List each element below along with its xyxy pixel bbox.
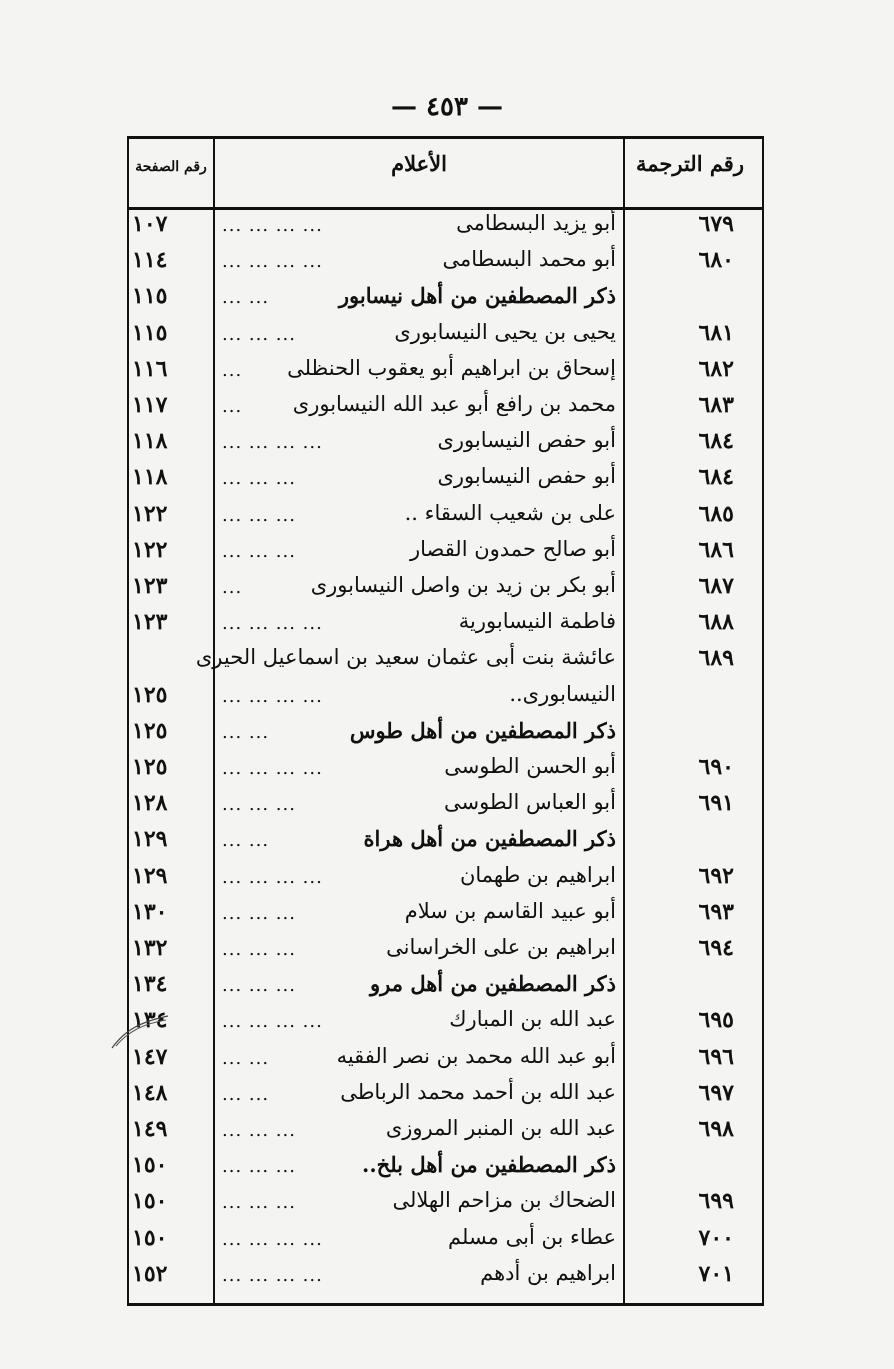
table-row bbox=[127, 750, 764, 786]
entry-number: ٦٩١ bbox=[698, 790, 734, 817]
entry-number: ٦٨٧ bbox=[698, 573, 734, 599]
page-number-cell: ١٥٠ bbox=[132, 1188, 168, 1215]
page-number-cell: ١٢٥ bbox=[132, 754, 168, 780]
entry-number: ٧٠١ bbox=[698, 1260, 734, 1287]
person-name: إسحاق بن ابراهيم أبو يعقوب الحنظلى bbox=[287, 355, 616, 380]
table-row bbox=[127, 388, 764, 424]
person-name: ابراهيم بن طهمان bbox=[459, 862, 616, 887]
person-name: أبو يزيد البسطامى bbox=[456, 211, 616, 235]
leader-dots: ... ... ... bbox=[222, 504, 296, 526]
section-heading-row bbox=[127, 279, 764, 315]
person-name: أبو محمد البسطامى bbox=[442, 247, 616, 272]
page-number-cell: ١٤٧ bbox=[132, 1043, 168, 1070]
header-page-number: رقم الصفحة bbox=[135, 159, 207, 175]
leader-dots: ... ... ... bbox=[222, 794, 296, 816]
section-heading: ذكر المصطفين من أهل مرو bbox=[370, 971, 616, 997]
section-heading-row bbox=[127, 1148, 764, 1184]
leader-dots: ... ... ... ... bbox=[222, 1264, 323, 1286]
person-name: عبد الله بن المنبر المروزى bbox=[385, 1116, 616, 1140]
page-number-cell: ١١٤ bbox=[132, 247, 168, 274]
page-number-cell: ١٠٧ bbox=[132, 211, 168, 237]
section-heading-row bbox=[127, 714, 764, 750]
entry-number: ٦٩٦ bbox=[698, 1043, 734, 1070]
leader-dots: ... ... bbox=[222, 830, 270, 852]
person-name: عطاء بن أبى مسلم bbox=[448, 1224, 616, 1249]
entry-number: ٦٩٢ bbox=[698, 862, 734, 889]
table-row bbox=[127, 1076, 764, 1112]
table-row bbox=[127, 207, 764, 243]
table-row bbox=[127, 460, 764, 496]
leader-dots: ... ... bbox=[222, 287, 270, 309]
leader-dots: ... ... ... ... bbox=[222, 613, 323, 635]
table-row bbox=[127, 1040, 764, 1076]
entry-number: ٦٨٢ bbox=[698, 355, 734, 382]
section-heading: ذكر المصطفين من أهل بلخ.. bbox=[362, 1152, 616, 1178]
entry-number: ٦٨١ bbox=[698, 319, 734, 346]
person-name: أبو الحسن الطوسى bbox=[444, 754, 616, 778]
leader-dots: ... ... ... bbox=[222, 1192, 296, 1214]
leader-dots: ... ... ... bbox=[222, 975, 296, 997]
table-row bbox=[127, 1184, 764, 1220]
page-number-cell: ١٢٩ bbox=[132, 862, 168, 889]
leader-dots: ... ... ... ... bbox=[222, 866, 323, 888]
entry-number: ٦٩٤ bbox=[698, 935, 734, 961]
entry-number: ٦٧٩ bbox=[698, 211, 734, 237]
leader-dots: ... bbox=[222, 396, 243, 417]
entry-number: ٦٨٤ bbox=[698, 464, 734, 491]
table-row bbox=[127, 641, 764, 677]
leader-dots: ... bbox=[222, 359, 243, 381]
section-heading-row bbox=[127, 822, 764, 858]
table-row bbox=[127, 569, 764, 605]
section-heading: ذكر المصطفين من أهل طوس bbox=[349, 717, 616, 743]
person-name: ابراهيم بن على الخراسانى bbox=[386, 935, 616, 959]
table-row bbox=[127, 931, 764, 967]
entry-number: ٦٩٥ bbox=[698, 1007, 734, 1034]
leader-dots: ... ... ... bbox=[222, 468, 296, 490]
person-name: أبو العباس الطوسى bbox=[443, 790, 616, 815]
table-row bbox=[127, 1257, 764, 1293]
page-number-cell: ١١٨ bbox=[132, 428, 168, 455]
leader-dots: ... ... ... ... bbox=[222, 1011, 323, 1033]
table-row bbox=[127, 786, 764, 822]
person-name: يحيى بن يحيى النيسابورى bbox=[394, 319, 616, 344]
person-name: أبو حفص النيسابورى bbox=[437, 464, 616, 489]
leader-dots: ... ... bbox=[222, 721, 270, 743]
page-number-cell: ١٢٥ bbox=[132, 717, 168, 744]
page-number-cell: ١٢٣ bbox=[132, 573, 168, 599]
page-number-cell: ١٢٣ bbox=[132, 609, 168, 636]
table-row bbox=[127, 1003, 764, 1039]
person-name: النيسابورى.. bbox=[509, 681, 616, 706]
person-name: فاطمة النيسابورية bbox=[458, 609, 616, 634]
entry-number: ٦٨٠ bbox=[698, 247, 734, 274]
entry-number: ٦٨٩ bbox=[698, 645, 734, 672]
page-number-cell: ١٥٠ bbox=[132, 1224, 168, 1251]
leader-dots: ... ... ... bbox=[222, 902, 296, 924]
leader-dots: ... ... bbox=[222, 1047, 270, 1069]
page-number-cell: ١٢٥ bbox=[132, 681, 168, 708]
leader-dots: ... ... ... bbox=[222, 1120, 296, 1141]
table-row bbox=[127, 1221, 764, 1257]
entry-number: ٦٨٤ bbox=[698, 428, 734, 455]
person-name: على بن شعيب السقاء .. bbox=[404, 500, 616, 525]
table-row bbox=[127, 316, 764, 352]
leader-dots: ... ... ... bbox=[222, 939, 296, 960]
table-row bbox=[127, 352, 764, 388]
page-number-cell: ١١٦ bbox=[132, 355, 168, 382]
person-name: عبد الله بن أحمد محمد الرباطى bbox=[340, 1079, 616, 1104]
page-number-cell: ١٣٠ bbox=[132, 898, 168, 925]
leader-dots: ... bbox=[222, 577, 243, 598]
person-name: محمد بن رافع أبو عبد الله النيسابورى bbox=[292, 392, 616, 416]
person-name: أبو صالح حمدون القصار bbox=[409, 536, 616, 561]
entry-number: ٦٩٣ bbox=[698, 898, 734, 925]
person-name: أبو بكر بن زيد بن واصل النيسابورى bbox=[310, 573, 616, 597]
index-rows bbox=[127, 207, 764, 1297]
section-heading: ذكر المصطفين من أهل نيسابور bbox=[338, 283, 616, 309]
table-row bbox=[127, 1112, 764, 1148]
table-row bbox=[127, 678, 764, 714]
person-name: أبو حفص النيسابورى bbox=[437, 428, 616, 453]
section-heading-row bbox=[127, 967, 764, 1003]
page-number: — ٤٥٣ — bbox=[390, 92, 504, 122]
page-number-cell: ١٣٢ bbox=[132, 935, 168, 961]
table-row bbox=[127, 859, 764, 895]
entry-number: ٧٠٠ bbox=[698, 1224, 734, 1251]
page-number-cell: ١٥٠ bbox=[132, 1152, 168, 1179]
entry-number: ٦٨٣ bbox=[698, 392, 734, 418]
entry-number: ٦٩٧ bbox=[698, 1079, 734, 1106]
table-row bbox=[127, 243, 764, 279]
entry-number: ٦٩٠ bbox=[698, 754, 734, 780]
page-number-cell: ١٢٢ bbox=[132, 536, 168, 563]
leader-dots: ... ... ... ... bbox=[222, 1228, 323, 1250]
header-entry-number: رقم الترجمة bbox=[635, 151, 744, 176]
leader-dots: ... ... ... bbox=[222, 540, 296, 562]
section-heading: ذكر المصطفين من أهل هراة bbox=[363, 826, 616, 852]
page-number-cell: ١١٥ bbox=[132, 319, 168, 346]
table-row bbox=[127, 424, 764, 460]
pencil-mark-icon bbox=[110, 1010, 170, 1050]
leader-dots: ... ... ... ... bbox=[222, 758, 323, 779]
leader-dots: ... ... ... ... bbox=[222, 685, 323, 707]
table-row bbox=[127, 533, 764, 569]
page-number-cell: ١٤٨ bbox=[132, 1079, 168, 1106]
leader-dots: ... ... bbox=[222, 1083, 270, 1105]
leader-dots: ... ... ... ... bbox=[222, 432, 323, 454]
person-name: ابراهيم بن أدهم bbox=[480, 1260, 616, 1285]
entry-number: ٦٨٨ bbox=[698, 609, 734, 636]
leader-dots: ... ... ... bbox=[222, 1156, 296, 1178]
leader-dots: ... ... ... bbox=[222, 323, 296, 345]
leader-dots: ... ... ... ... bbox=[222, 215, 323, 236]
page-number-cell: ١١٥ bbox=[132, 283, 168, 310]
person-name: الضحاك بن مزاحم الهلالى bbox=[392, 1188, 616, 1213]
table-row bbox=[127, 605, 764, 641]
entry-number: ٦٩٩ bbox=[698, 1188, 734, 1215]
page-number-cell: ١٢٢ bbox=[132, 500, 168, 527]
table-row bbox=[127, 497, 764, 533]
person-name: عبد الله بن المبارك bbox=[449, 1007, 616, 1032]
leader-dots: ... ... ... ... bbox=[222, 251, 323, 273]
page-number-cell: ١٢٨ bbox=[132, 790, 168, 817]
entry-number: ٦٨٦ bbox=[698, 536, 734, 563]
page-number-cell: ١٥٢ bbox=[132, 1260, 168, 1287]
page-number-cell: ١٣٤ bbox=[132, 971, 168, 998]
page-number-cell: ١٤٩ bbox=[132, 1116, 168, 1142]
person-name: أبو عبد الله محمد بن نصر الفقيه bbox=[336, 1043, 616, 1068]
page-number-cell: ١١٨ bbox=[132, 464, 168, 491]
page-number-cell: ١٢٩ bbox=[132, 826, 168, 853]
table-row bbox=[127, 895, 764, 931]
header-names: الأعلام bbox=[391, 151, 447, 176]
page-number-cell: ١٣٤ bbox=[132, 1007, 168, 1034]
person-name: أبو عبيد القاسم بن سلام bbox=[404, 898, 616, 923]
entry-number: ٦٩٨ bbox=[698, 1116, 734, 1142]
person-name: عائشة بنت أبى عثمان سعيد بن اسماعيل الحيرى bbox=[195, 645, 616, 670]
entry-number: ٦٨٥ bbox=[698, 500, 734, 527]
page-number-cell: ١١٧ bbox=[132, 392, 168, 418]
